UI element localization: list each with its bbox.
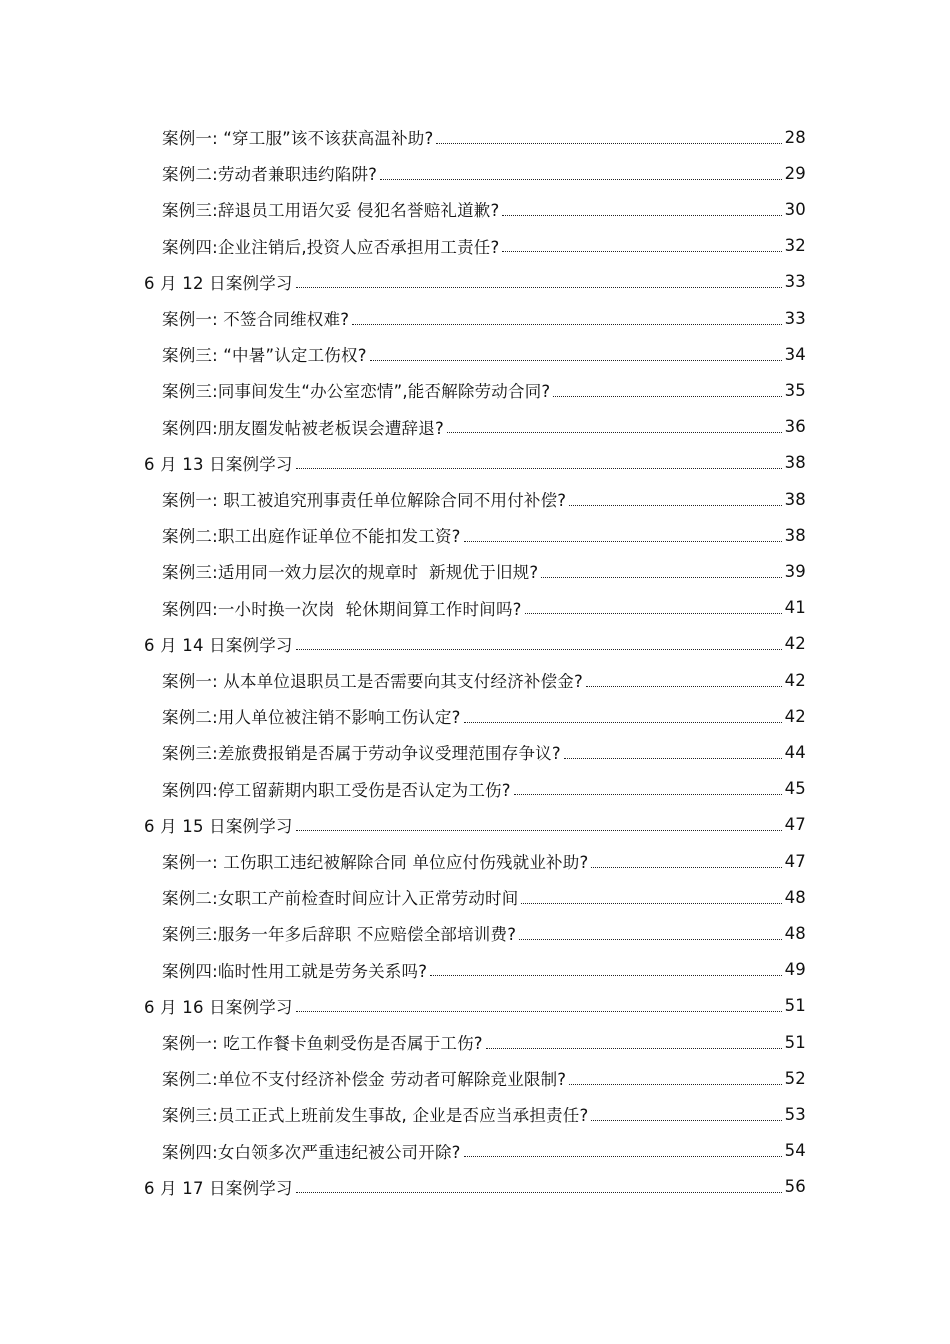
toc-entry-title: 案例三:辞退员工用语欠妥 侵犯名誉赔礼道歉? (162, 201, 500, 221)
toc-entry-page-number: 47 (784, 851, 806, 871)
toc-case-entry[interactable] (162, 228, 806, 264)
toc-case-entry[interactable] (162, 734, 806, 770)
toc-case-entry[interactable] (162, 590, 806, 626)
toc-entry-page-number: 51 (784, 1032, 806, 1052)
toc-dot-leader (525, 613, 782, 614)
toc-dot-leader (296, 287, 782, 288)
toc-case-entry[interactable] (162, 698, 806, 734)
toc-entry-title: 案例四:朋友圈发帖被老板误会遭辞退? (162, 418, 444, 438)
toc-section-entry[interactable] (144, 1169, 806, 1205)
toc-entry-title: 6 月 12 日案例学习 (144, 273, 293, 293)
toc-entry-title: 案例一: 从本单位退职员工是否需要向其支付经济补偿金? (162, 672, 583, 691)
toc-dot-leader (436, 143, 781, 144)
toc-entry-page-number: 33 (784, 308, 806, 328)
toc-dot-leader (296, 649, 782, 650)
toc-case-entry[interactable] (162, 336, 806, 372)
toc-case-entry[interactable] (162, 481, 806, 517)
toc-case-entry[interactable] (162, 952, 806, 988)
toc-entry-title: 案例四:一小时换一次岗 轮休期间算工作时间吗? (162, 599, 522, 619)
toc-entry-page-number: 38 (784, 525, 806, 545)
toc-dot-leader (591, 1120, 781, 1121)
toc-entry-page-number: 48 (784, 923, 806, 943)
toc-entry-page-number: 34 (784, 344, 806, 364)
toc-entry-page-number: 56 (784, 1177, 806, 1197)
toc-entry-page-number: 52 (784, 1068, 806, 1088)
toc-dot-leader (296, 468, 782, 469)
toc-entry-page-number: 44 (784, 742, 806, 762)
toc-case-entry[interactable] (162, 300, 806, 336)
toc-entry-page-number: 36 (784, 417, 806, 437)
toc-entry-page-number: 53 (784, 1104, 806, 1124)
toc-entry-page-number: 38 (784, 453, 806, 473)
toc-entry-title: 6 月 14 日案例学习 (144, 635, 293, 655)
toc-entry-page-number: 35 (784, 380, 806, 400)
toc-entry-title: 案例二:女职工产前检查时间应计入正常劳动时间 (162, 889, 519, 909)
toc-dot-leader (514, 794, 782, 795)
toc-case-entry[interactable] (162, 191, 806, 227)
toc-entry-title: 案例二:单位不支付经济补偿金 劳动者可解除竞业限制? (162, 1070, 567, 1090)
toc-entry-page-number: 30 (784, 199, 806, 219)
toc-entry-page-number: 51 (784, 996, 806, 1016)
toc-case-entry[interactable] (162, 155, 806, 191)
toc-entry-title: 6 月 13 日案例学习 (144, 454, 293, 474)
toc-dot-leader (502, 215, 781, 216)
toc-dot-leader (586, 686, 782, 687)
toc-case-entry[interactable] (162, 1060, 806, 1096)
toc-dot-leader (521, 903, 781, 904)
toc-dot-leader (370, 360, 782, 361)
toc-entry-page-number: 42 (784, 634, 806, 654)
toc-dot-leader (352, 324, 781, 325)
toc-case-entry[interactable] (162, 662, 806, 698)
toc-entry-page-number: 54 (784, 1141, 806, 1161)
toc-entry-page-number: 29 (784, 163, 806, 183)
toc-case-entry[interactable] (162, 1096, 806, 1132)
toc-entry-page-number: 47 (784, 815, 806, 835)
toc-case-entry[interactable] (162, 553, 806, 589)
toc-entry-title: 案例三:服务一年多后辞职 不应赔偿全部培训费? (162, 925, 517, 945)
toc-dot-leader (569, 505, 781, 506)
toc-case-entry[interactable] (162, 771, 806, 807)
toc-case-entry[interactable] (162, 517, 806, 553)
toc-section-entry[interactable] (144, 264, 806, 300)
toc-entry-page-number: 32 (784, 236, 806, 256)
toc-dot-leader (296, 1011, 782, 1012)
toc-entry-title: 案例三:适用同一效力层次的规章时 新规优于旧规? (162, 563, 539, 583)
toc-entry-title: 案例三:员工正式上班前发生事故, 企业是否应当承担责任? (162, 1106, 589, 1126)
toc-dot-leader (502, 251, 781, 252)
toc-entry-page-number: 39 (784, 561, 806, 581)
toc-dot-leader (553, 396, 781, 397)
toc-entry-title: 案例四:女白领多次严重违纪被公司开除? (162, 1142, 461, 1162)
toc-case-entry[interactable] (162, 915, 806, 951)
toc-dot-leader (464, 722, 782, 723)
toc-entry-page-number: 45 (784, 779, 806, 799)
toc-dot-leader (447, 432, 782, 433)
toc-dot-leader (541, 577, 781, 578)
toc-section-entry[interactable] (144, 626, 806, 662)
toc-entry-title: 案例三: “中暑”认定工伤权? (162, 346, 367, 366)
toc-entry-page-number: 49 (784, 960, 806, 980)
toc-section-entry[interactable] (144, 807, 806, 843)
toc-entry-title: 案例四:临时性用工就是劳务关系吗? (162, 961, 428, 981)
toc-entry-title: 案例二:用人单位被注销不影响工伤认定? (162, 708, 461, 728)
toc-entry-title: 案例三:同事间发生“办公室恋情”,能否解除劳动合同? (162, 382, 551, 402)
toc-dot-leader (380, 179, 781, 180)
toc-dot-leader (296, 830, 782, 831)
toc-dot-leader (296, 1192, 782, 1193)
toc-entry-title: 案例一: 不签合同维权难? (162, 310, 350, 329)
toc-dot-leader (464, 541, 782, 542)
toc-entry-title: 6 月 17 日案例学习 (144, 1178, 293, 1198)
toc-entry-title: 案例二:劳动者兼职违约陷阱? (162, 165, 378, 185)
toc-case-entry[interactable] (162, 1024, 806, 1060)
toc-entry-title: 案例四:企业注销后,投资人应否承担用工责任? (162, 237, 500, 257)
toc-section-entry[interactable] (144, 445, 806, 481)
toc-entry-page-number: 28 (784, 127, 806, 147)
toc-case-entry[interactable] (162, 879, 806, 915)
toc-entry-title: 6 月 15 日案例学习 (144, 816, 293, 836)
toc-case-entry[interactable] (162, 843, 806, 879)
toc-entry-title: 案例四:停工留薪期内职工受伤是否认定为工伤? (162, 780, 511, 800)
toc-case-entry[interactable] (162, 119, 806, 155)
toc-section-entry[interactable] (144, 988, 806, 1024)
toc-dot-leader (430, 975, 781, 976)
toc-case-entry[interactable] (162, 372, 806, 408)
toc-entry-title: 案例一: 职工被追究刑事责任单位解除合同不用付补偿? (162, 491, 567, 510)
toc-entry-title: 案例三:差旅费报销是否属于劳动争议受理范围存争议? (162, 744, 561, 764)
toc-entry-title: 案例二:职工出庭作证单位不能扣发工资? (162, 527, 461, 547)
toc-entry-page-number: 48 (784, 887, 806, 907)
toc-dot-leader (564, 758, 782, 759)
toc-dot-leader (519, 939, 781, 940)
toc-entry-title: 案例一: 吃工作餐卡鱼刺受伤是否属于工伤? (162, 1034, 483, 1053)
toc-case-entry[interactable] (162, 409, 806, 445)
toc-entry-title: 案例一: 工伤职工违纪被解除合同 单位应付伤残就业补助? (162, 853, 589, 872)
toc-entry-title: 6 月 16 日案例学习 (144, 997, 293, 1017)
toc-dot-leader (464, 1156, 782, 1157)
toc-dot-leader (591, 867, 781, 868)
toc-dot-leader (569, 1084, 781, 1085)
toc-entry-title: 案例一: “穿工服”该不该获高温补助? (162, 129, 434, 148)
toc-case-entry[interactable] (162, 1133, 806, 1169)
toc-entry-page-number: 42 (784, 706, 806, 726)
toc-entry-page-number: 33 (784, 272, 806, 292)
toc-entry-page-number: 38 (784, 489, 806, 509)
toc-dot-leader (486, 1048, 782, 1049)
toc-entry-page-number: 42 (784, 670, 806, 690)
toc-entry-page-number: 41 (784, 598, 806, 618)
